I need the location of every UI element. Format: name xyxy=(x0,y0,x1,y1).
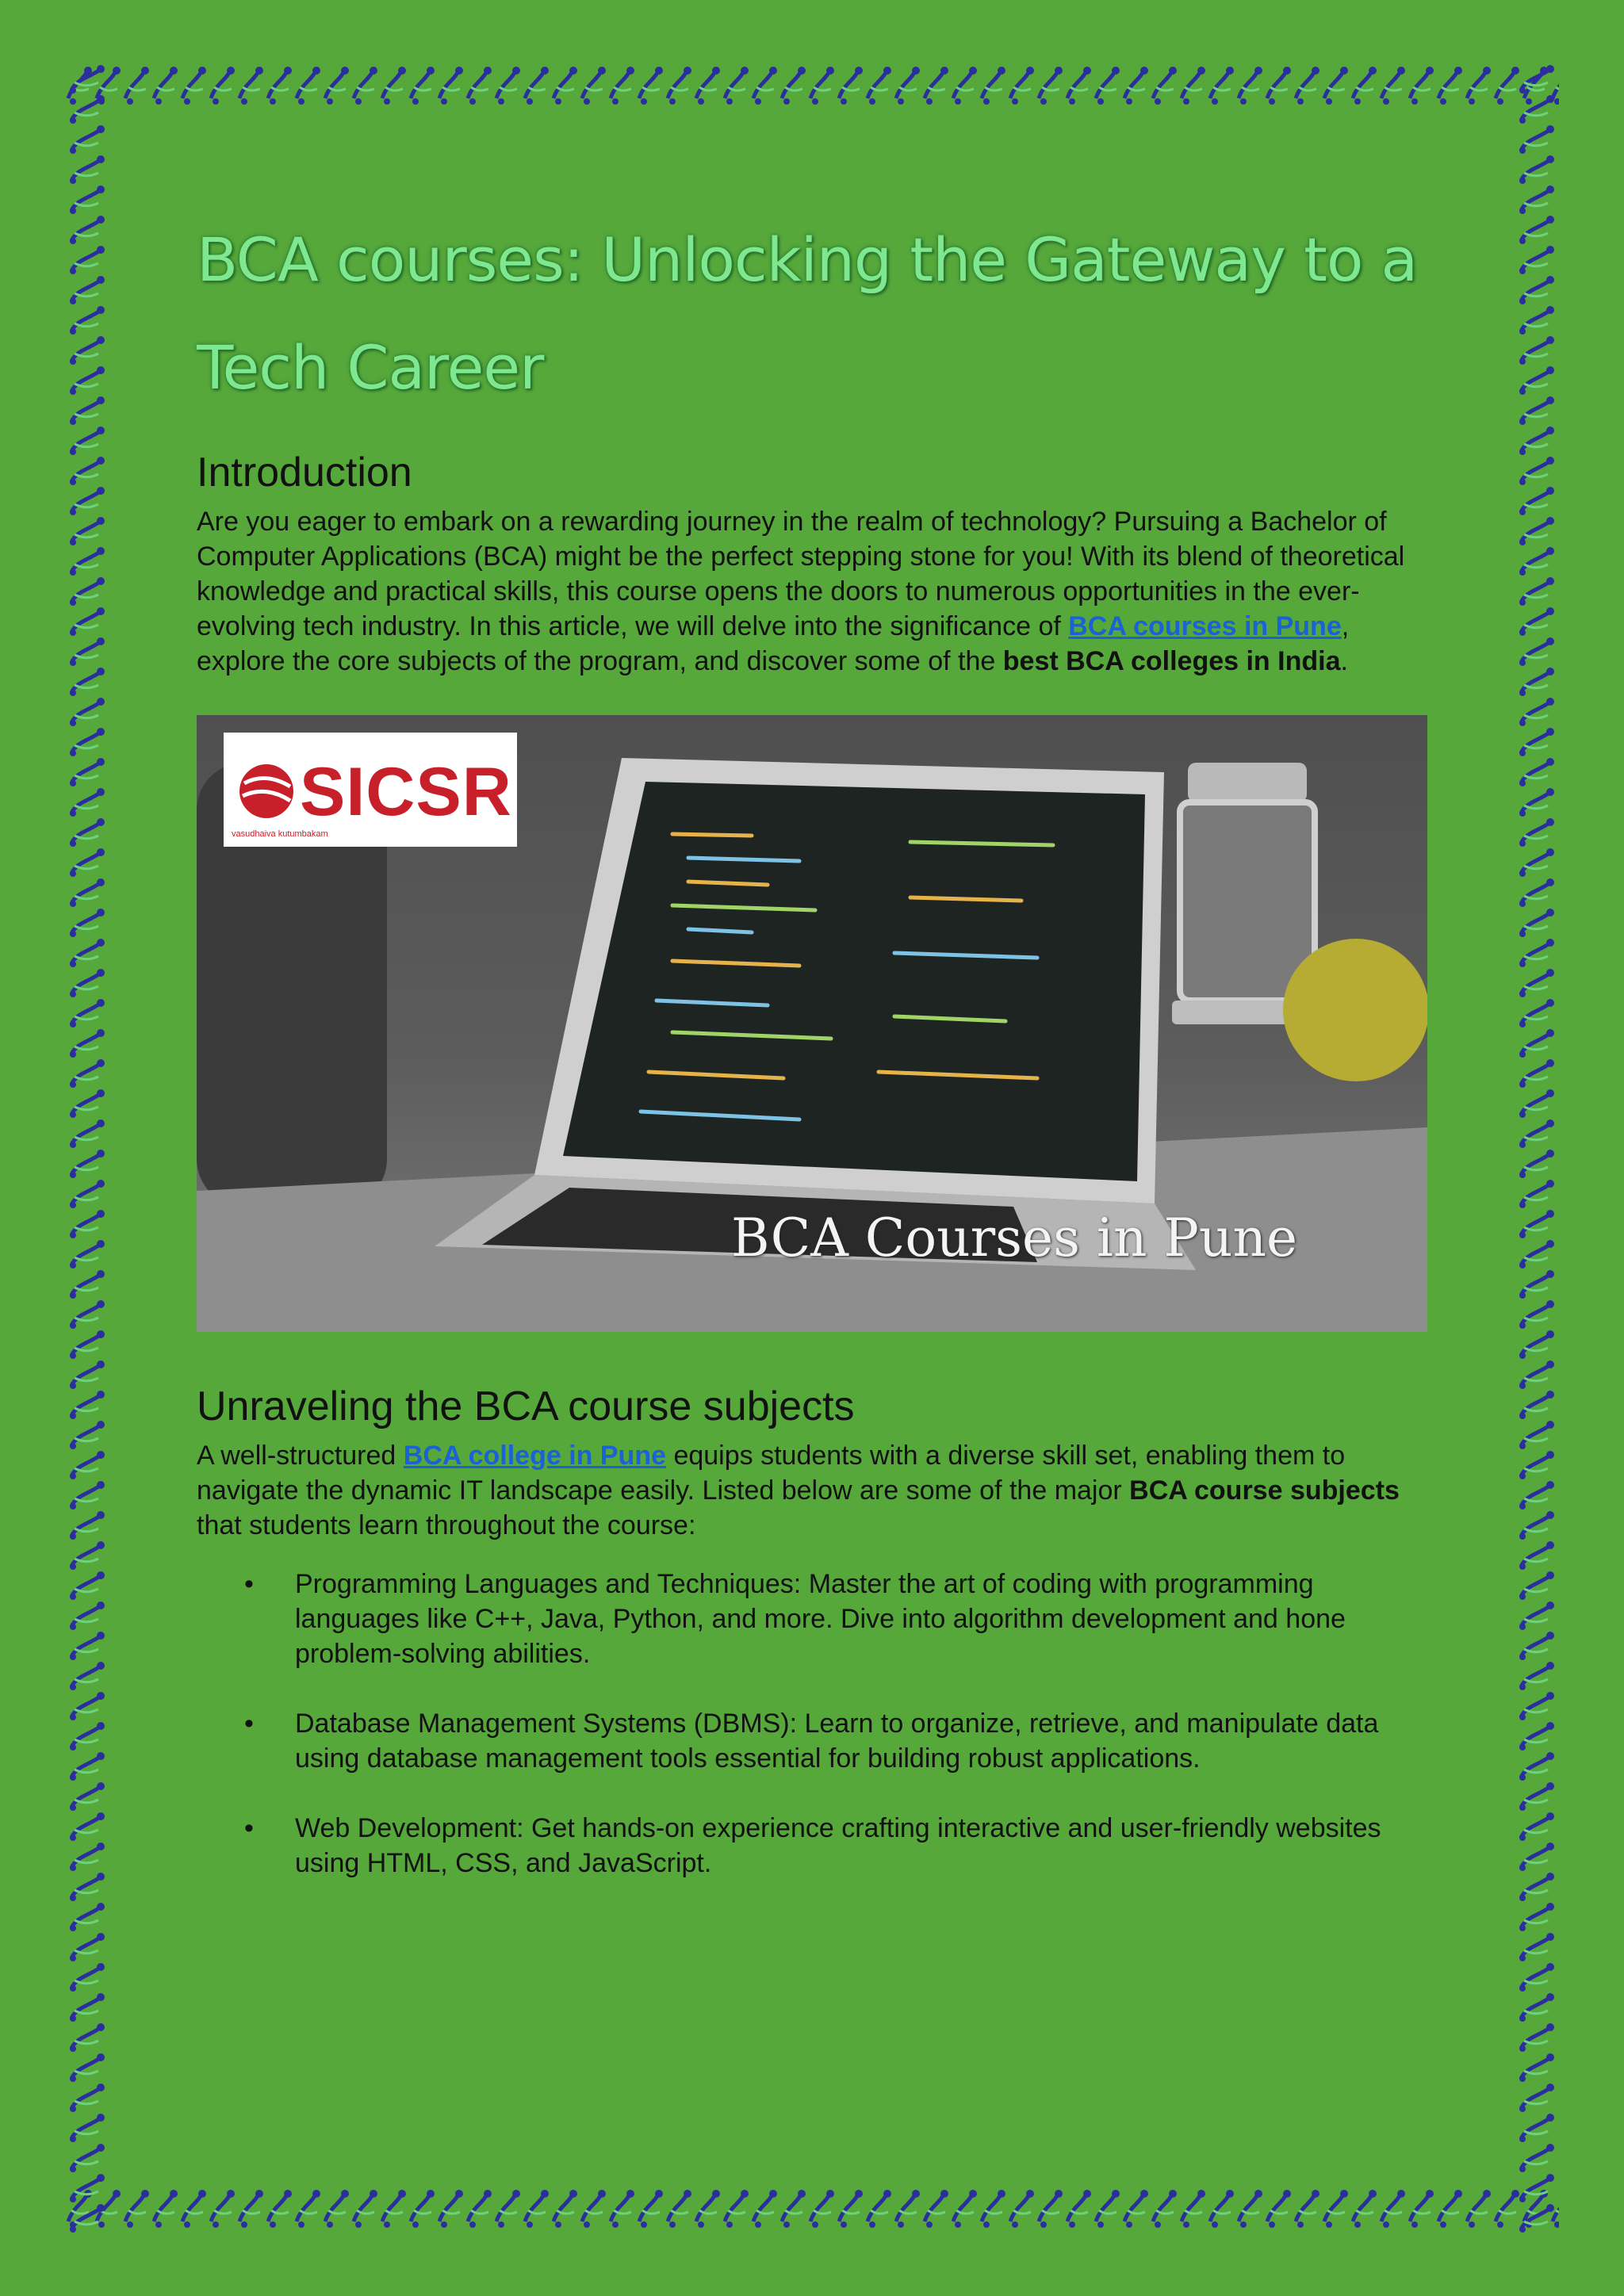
page-border-right xyxy=(1515,63,1559,2233)
intro-paragraph xyxy=(197,504,1427,679)
laptop-icon xyxy=(435,758,1196,1270)
subjects-paragraph xyxy=(197,1438,1427,1543)
subjects-text-start: A well-structured xyxy=(197,1441,404,1471)
list-item-text: Web Development: Get hands-on experience crafting interactive and user-friendly websites using HTML, CSS, and JavaScript. xyxy=(295,1813,1381,1878)
page-border-left xyxy=(65,63,109,2233)
list-item xyxy=(197,1811,1427,1881)
sicsr-logo-icon xyxy=(235,760,298,823)
apple-icon xyxy=(1283,939,1427,1081)
list-item xyxy=(197,1567,1427,1671)
intro-text-end: . xyxy=(1340,646,1348,676)
intro-heading: Introduction xyxy=(197,450,412,496)
list-item xyxy=(197,1706,1427,1776)
subject-list xyxy=(197,1567,1427,1881)
page-title: BCA courses: Unlocking the Gateway to a Tech Career xyxy=(197,224,1418,403)
bca-courses-in-pune-link[interactable]: BCA courses in Pune xyxy=(1068,611,1342,641)
logo-tagline: vasudhaiva kutumbakam xyxy=(232,829,328,839)
hero-caption: BCA Courses in Pune xyxy=(731,1207,1298,1269)
best-bca-colleges-bold: best BCA colleges in India xyxy=(1002,646,1341,676)
bullet-icon: • xyxy=(244,1709,254,1739)
bca-course-subjects-bold: BCA course subjects xyxy=(1129,1475,1400,1506)
logo-wordmark: SICSR xyxy=(300,754,512,830)
subjects-heading: Unraveling the BCA course subjects xyxy=(197,1383,855,1429)
page-border-bottom xyxy=(65,2187,1559,2233)
subjects-text-end: that students learn throughout the course: xyxy=(197,1510,696,1540)
document-content xyxy=(197,206,1427,1915)
list-item-text: Database Management Systems (DBMS): Learn to organize, retrieve, and manipulate data using database management tools essential for building robust applications. xyxy=(295,1709,1379,1774)
intro-text-middle: , explore the core subjects of the program, and discover some of the xyxy=(197,611,1350,676)
intro-text-start: Are you eager to embark on a rewarding journey in the realm of technology? Pursuing a Bachelor of Computer Applications (BCA) might be the perfect stepping stone for you! With its blend of theoretical knowledge and practical skills, this course opens the doors to numerous opportunities in the ever-evolving tech industry. In this article, we will delve into the significance of xyxy=(197,507,1405,641)
bca-college-in-pune-link[interactable]: BCA college in Pune xyxy=(403,1441,666,1471)
sicsr-logo xyxy=(224,733,517,847)
hero-image xyxy=(197,715,1427,1332)
page-border-top xyxy=(65,63,1559,109)
bullet-icon: • xyxy=(244,1569,254,1599)
list-item-text: Programming Languages and Techniques: Master the art of coding with programming languages like C++, Java, Python, and more. Dive into algorithm development and hone problem-solving abilities. xyxy=(295,1569,1346,1669)
subjects-text-middle: equips students with a diverse skill set, enabling them to navigate the dynamic IT landscape easily. Listed below are some of the major xyxy=(197,1441,1346,1506)
bullet-icon: • xyxy=(244,1813,254,1843)
